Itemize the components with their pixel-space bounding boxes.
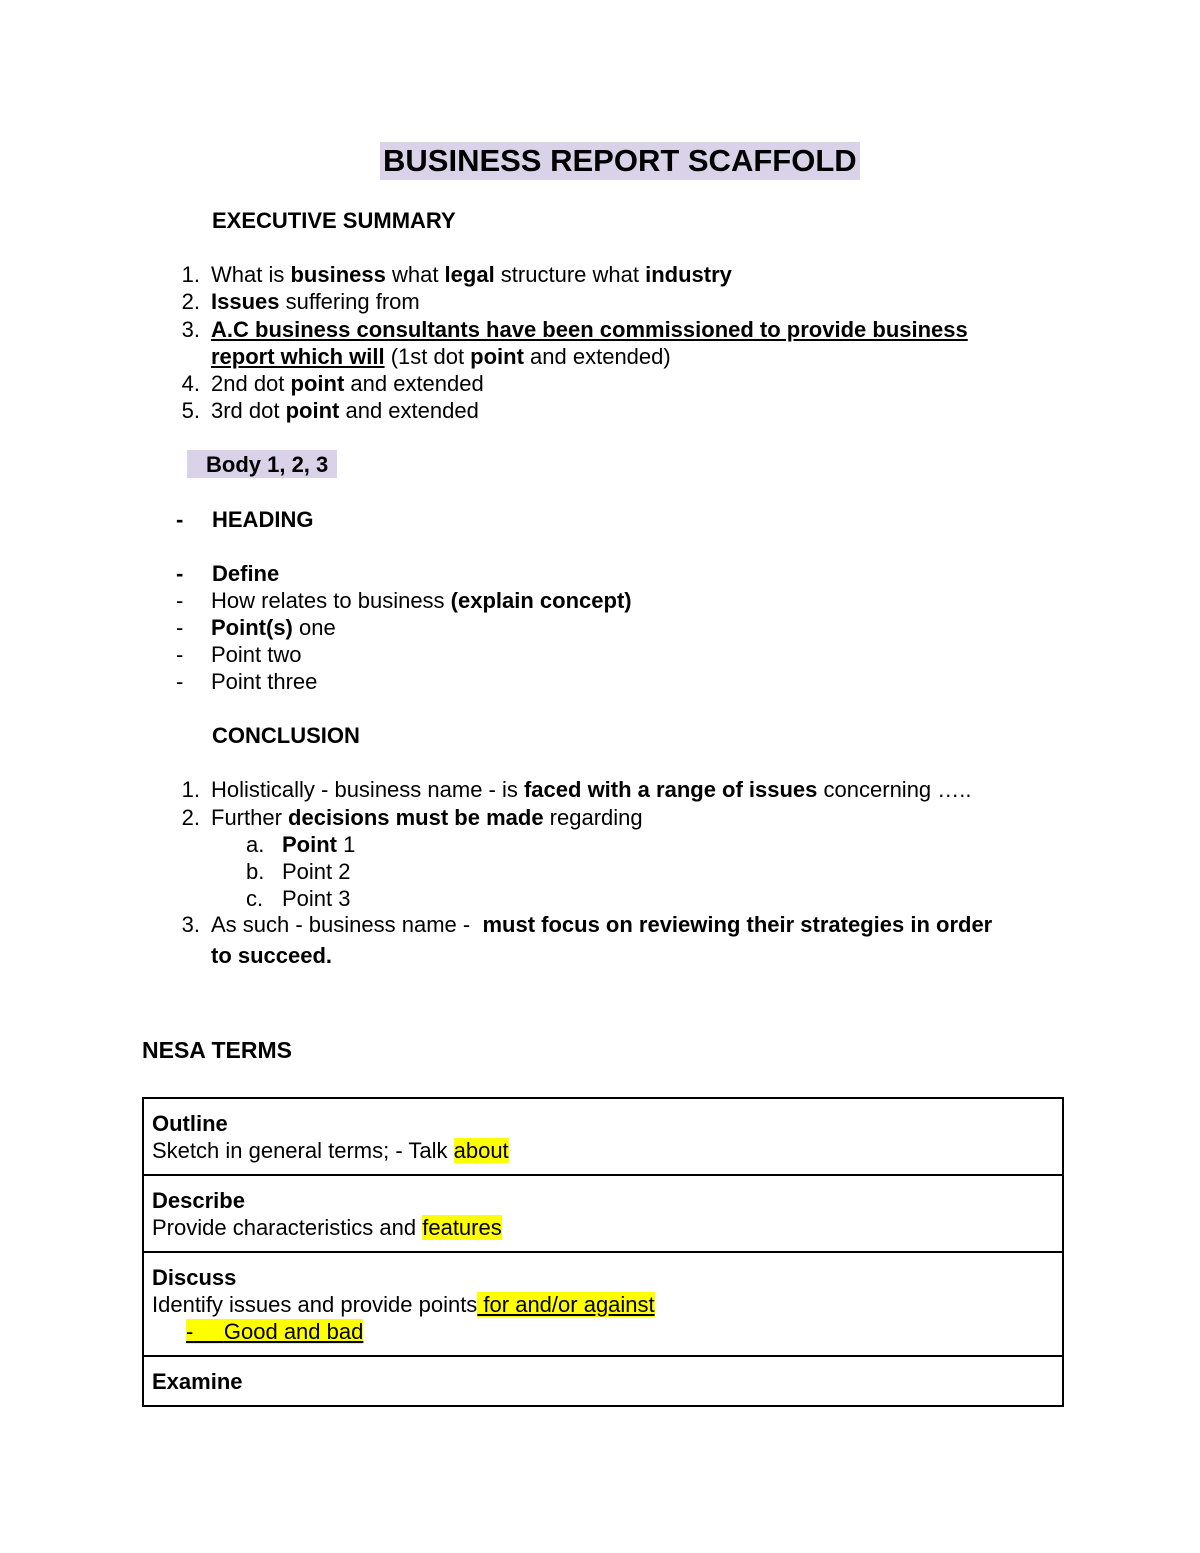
list-item: Point two <box>211 642 302 667</box>
list-item: Further decisions must be made regarding <box>211 805 643 830</box>
list-number: 3. <box>181 912 200 937</box>
sub-list-letter: a. <box>246 832 265 857</box>
list-item: 3rd dot point and extended <box>211 398 479 423</box>
list-number: 1. <box>181 777 200 802</box>
list-number: 5. <box>181 398 200 423</box>
bullet-dash: - <box>176 588 184 613</box>
table-row <box>144 1176 1062 1253</box>
executive-summary-heading: EXECUTIVE SUMMARY <box>212 208 456 233</box>
term-sub-point: - Good and bad <box>186 1319 364 1344</box>
table-row <box>144 1357 1062 1405</box>
nesa-terms-heading: NESA TERMS <box>142 1037 292 1063</box>
list-number: 2. <box>181 289 200 314</box>
sub-list-item: Point 1 <box>282 832 356 857</box>
sub-list-letter: b. <box>246 859 265 884</box>
term-title: Examine <box>152 1369 243 1394</box>
define-item: Define <box>212 561 280 586</box>
list-item-continuation: to succeed. <box>211 943 333 968</box>
nesa-terms-table <box>142 1097 1064 1407</box>
term-description: Provide characteristics and features <box>152 1215 502 1240</box>
list-number: 4. <box>181 371 200 396</box>
term-title: Outline <box>152 1111 228 1136</box>
term-title: Describe <box>152 1188 245 1213</box>
list-item: As such - business name - must focus on reviewing their strategies in order <box>211 912 993 937</box>
heading-item: HEADING <box>212 507 314 532</box>
table-row <box>144 1099 1062 1176</box>
bullet-dash: - <box>176 669 184 694</box>
list-number: 2. <box>181 805 200 830</box>
list-item: What is business what legal structure what industry <box>211 262 732 287</box>
list-item: Point three <box>211 669 318 694</box>
bullet-dash: - <box>176 615 184 640</box>
list-item: Point(s) one <box>211 615 336 640</box>
sub-list-item: Point 3 <box>282 886 351 911</box>
table-row <box>144 1253 1062 1357</box>
bullet-dash: - <box>176 507 184 532</box>
sub-list-item: Point 2 <box>282 859 351 884</box>
term-title: Discuss <box>152 1265 237 1290</box>
bullet-dash: - <box>176 642 184 667</box>
list-item: Holistically - business name - is faced with a range of issues concerning ….. <box>211 777 972 802</box>
list-item: A.C business consultants have been commissioned to provide business <box>211 317 968 342</box>
conclusion-heading: CONCLUSION <box>212 723 360 748</box>
list-number: 1. <box>181 262 200 287</box>
list-number: 3. <box>181 317 200 342</box>
body-heading: Body 1, 2, 3 <box>206 452 329 477</box>
sub-list-letter: c. <box>246 886 264 911</box>
term-description: Identify issues and provide points for and/or against <box>152 1292 655 1317</box>
list-item: 2nd dot point and extended <box>211 371 484 396</box>
list-item: Issues suffering from <box>211 289 420 314</box>
term-description: Sketch in general terms; - Talk about <box>152 1138 509 1163</box>
list-item: How relates to business (explain concept) <box>211 588 632 613</box>
list-item-continuation: report which will (1st dot point and extended) <box>211 344 671 369</box>
bullet-dash: - <box>176 561 184 586</box>
page-title: BUSINESS REPORT SCAFFOLD <box>380 142 860 180</box>
